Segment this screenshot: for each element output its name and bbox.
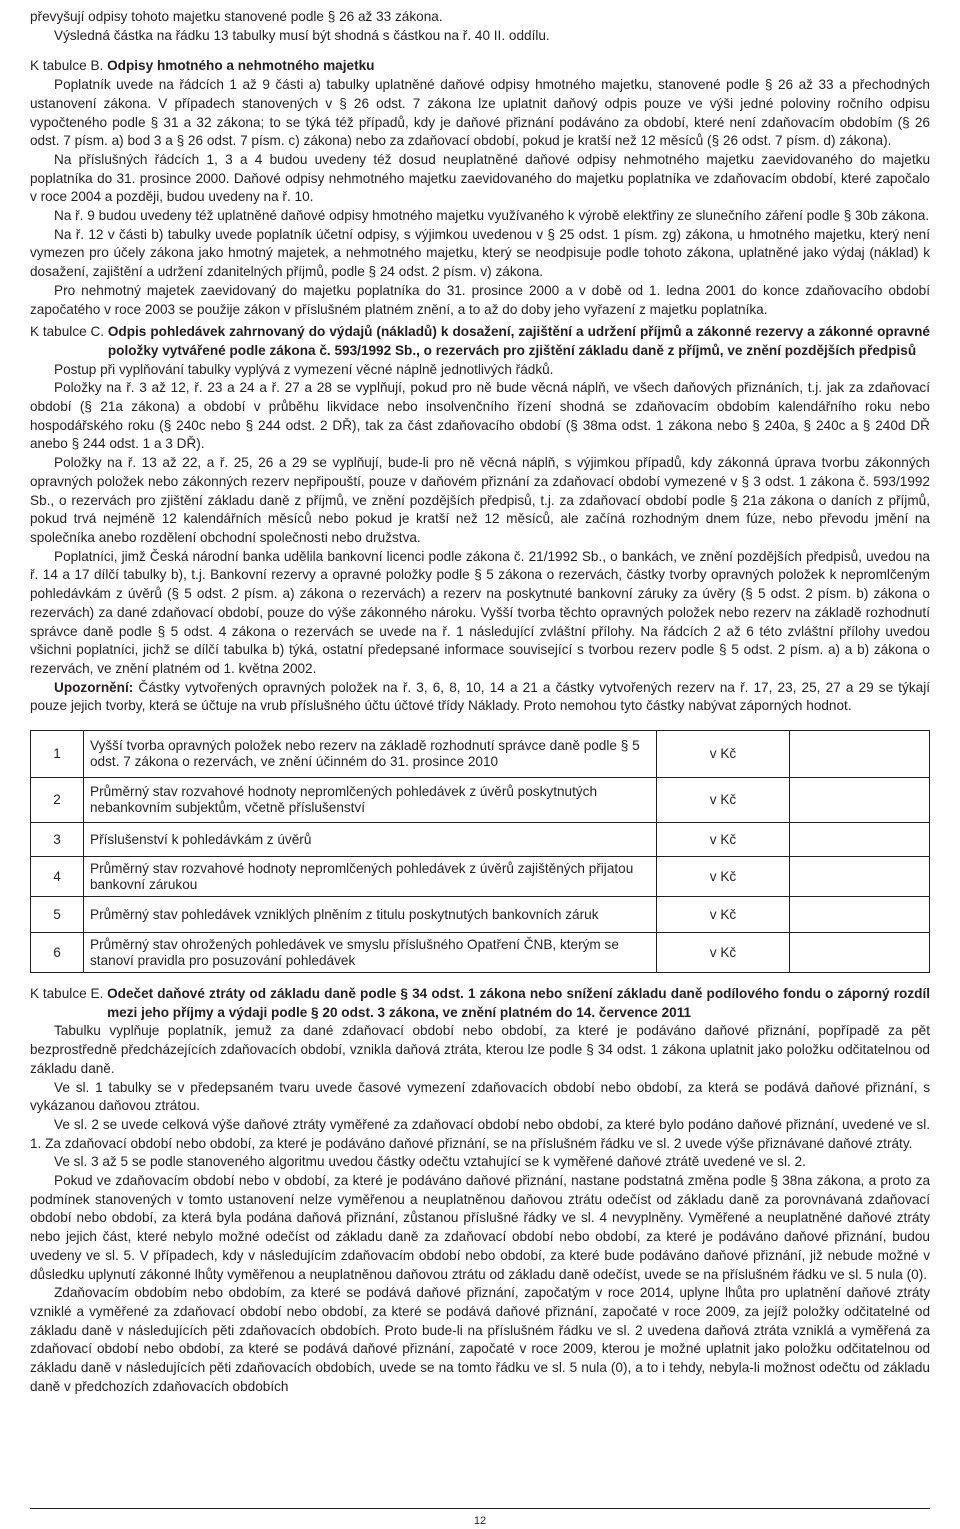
section-e-paragraph: Ve sl. 3 až 5 se podle stanoveného algoritmu uvedou částky odečtu vztahující se k vyměřené daňové ztrátě uvedené ve sl. 2. bbox=[54, 1154, 806, 1170]
row-number: 6 bbox=[31, 933, 84, 973]
section-e-paragraph: Zdaňovacím obdobím nebo obdobím, za které se podává daňové přiznání, započatým v roce 2014, uplyne lhůta pro uplatnění daňové ztráty vzniklé a vyměřené za zdaňovací období nebo období, za které se podává daňové přiznání, započaté v roce 2009, za jejíž položky odčitatelné od základu daně v následujících pěti zdaňovacích obdobích. Proto bude-li na příslušném řádku ve sl. 2 uvedena daňová ztráta vzniklá a vyměřená za zdaňovací období nebo období, za které se podává daňové přiznání, započaté v roce 2009, kterou je možné uplatnit jako položku odčitatelnou od základu daně v následujících pěti zdaňovacích obdobích, uvede se na tomto řádku ve sl. 5 nula (0), a to i tehdy, nebyla-li možnost odečtu od základu daně v předchozích zdaňovacích obdobích bbox=[30, 1285, 930, 1394]
row-description: Příslušenství k pohledávkám z úvěrů bbox=[84, 823, 657, 857]
section-e-heading bbox=[30, 985, 930, 1022]
row-unit: v Kč bbox=[657, 897, 790, 933]
row-description: Vyšší tvorba opravných položek nebo rezerv na základě rozhodnutí správce daně podle § 5 odst. 7 zákona o rezervách, ve znění účinném do 31. prosince 2010 bbox=[84, 731, 657, 778]
section-e-paragraph: Ve sl. 2 se uvede celková výše daňové ztráty vyměřené za zdaňovací období nebo období, za které bylo podáno daňové přiznání, uvedené ve sl. 1. Za zdaňovací období nebo období, za které je podáváno daňové přiznání, se na příslušném řádku ve sl. 2 uvede výše přiznávané daňové ztráty. bbox=[30, 1116, 930, 1151]
row-number: 3 bbox=[31, 823, 84, 857]
section-e-paragraph: Tabulku vyplňuje poplatník, jemuž za dané zdaňovací období nebo období, za které je podáváno daňové přiznání, popřípadě za pět bezprostředně předcházejících zdaňovacích období, vznikla daňová ztráta, kterou lze podle § 34 odst. 1 zákona uplatnit jako položku odčitatelnou od základu daně. bbox=[30, 1023, 930, 1076]
notice-label: Upozornění: bbox=[54, 679, 134, 695]
special-attachment-table bbox=[30, 730, 930, 973]
footer-rule bbox=[30, 1508, 930, 1509]
section-b-paragraph: Na ř. 12 v části b) tabulky uvede poplatník účetní odpisy, s výjimkou uvedenou v § 25 odst. 1 písm. zg) zákona, u hmotného majetku, který není vymezen pro účely zákona jako hmotný majetek, a nehmotného majetku, který se neodpisuje podle tohoto zákona, uplatněné jako výdaj (náklad) k dosažení, zajištění a udržení zdanitelných příjmů, podle § 24 odst. 2 písm. v) zákona. bbox=[30, 226, 930, 280]
section-c-paragraph: Položky na ř. 3 až 12, ř. 23 a 24 a ř. 27 a 28 se vyplňují, pokud pro ně bude věcná náplň, ve všech daňových přiznáních, t.j. jak za zdaňovací období (§ 21a zákona) a období v průběhu likvidace nebo insolvenčního řízení shodná se zdaňovacím obdobím kalendářního roku nebo hospodářského roku (§ 240c nebo § 244 odst. 2 DŘ), tak za část zdaňovacího období (§ 38ma odst. 1 zákona nebo § 240a, § 240c a § 240d DŘ anebo § 244 odst. 1 a 3 DŘ). bbox=[30, 380, 930, 452]
table-row bbox=[31, 731, 930, 778]
section-e-paragraph: Pokud ve zdaňovacím období nebo v období, za které je podáváno daňové přiznání, nastane podstatná změna podle § 38na zákona, a proto za podmínek stanovených v tomto ustanovení nelze vyměřenou a neuplatněnou daňovou ztrátu odečíst od základu daně za porovnávaná zdaňovací období nebo období, za která byla podána daňová přiznání, zůstanou příslušné řádky ve sl. 4 nevyplněny. Vyměřené a neuplatněné daňové ztráty nebo jejich část, které nebylo možné odečíst od základu daně za zdaňovací období nebo období, za které je podáváno daňové přiznání, budou uvedeny ve sl. 5. V případech, kdy v následujícím zdaňovacím období nebo období, za které bude podáváno daňové přiznání, již nebude možné v důsledku uplynutí zákonné lhůty vyměřenou a neuplatněnou daňovou ztrátu od základu daně odečíst, uvede se na příslušném řádku ve sl. 5 nula (0). bbox=[30, 1173, 930, 1282]
section-c-label: K tabulce C. bbox=[30, 324, 105, 340]
row-number: 5 bbox=[31, 897, 84, 933]
row-number: 2 bbox=[31, 778, 84, 823]
table-row bbox=[31, 897, 930, 933]
section-b-heading bbox=[30, 57, 930, 76]
section-c-paragraph: Položky na ř. 13 až 22, a ř. 25, 26 a 29 se vyplňují, bude-li pro ně věcná náplň, s výjimkou případů, kdy zákonná úprava tvorbu zákonných opravných položek nebo zákonných rezerv nepřipouští, pouze v daňovém přiznání za zdaňovací období vymezené v § 3 odst. 1 zákona č. 593/1992 Sb., o rezervách pro zjištění základu daně z příjmů, ve znění pozdějších předpisů, t.j. za zdaňovací období podle § 21a zákona o daních z příjmů, pokud trvá nejméně 12 kalendářních měsíců nebo pokud je kratší než 12 měsíců, ale začíná rozhodným dnem fúze, nebo převodu jmění na společníka anebo rozdělení obchodní společnosti nebo družstva. bbox=[30, 455, 930, 545]
row-description: Průměrný stav pohledávek vzniklých plněním z titulu poskytnutých bankovních záruk bbox=[84, 897, 657, 933]
section-b-paragraph: Pro nehmotný majetek zaevidovaný do majetku poplatníka do 31. prosince 2000 a v době od 1. ledna 2001 do konce zdaňovacího období započatého v roce 2003 se použije zákon v příslušném platném znění, a to až do doby jeho vyřazení z majetku poplatníka. bbox=[30, 282, 930, 317]
intro-line-1: převyšují odpisy tohoto majetku stanovené podle § 26 až 33 zákona. bbox=[30, 9, 443, 24]
intro-line-2: Výsledná částka na řádku 13 tabulky musí být shodná s částkou na ř. 40 II. oddílu. bbox=[54, 27, 550, 43]
section-c-notice bbox=[30, 679, 930, 716]
row-unit: v Kč bbox=[657, 857, 790, 897]
notice-text: Částky vytvořených opravných položek na ř. 3, 6, 8, 10, 14 a 21 a částky vytvořených rezerv na ř. 17, 23, 25, 27 a 29 se týkají pouze jejich tvorby, která se účtuje na vrub příslušného účtu účtové třídy Náklady. Proto nemohou tyto částky nabývat záporných hodnot. bbox=[30, 679, 930, 714]
row-unit: v Kč bbox=[657, 823, 790, 857]
row-value-cell[interactable] bbox=[790, 731, 930, 778]
table-row bbox=[31, 933, 930, 973]
section-e-label: K tabulce E. bbox=[30, 986, 104, 1002]
document-page bbox=[30, 8, 930, 1396]
table-row bbox=[31, 823, 930, 857]
section-e-title: Odečet daňové ztráty od základu daně podle § 34 odst. 1 zákona nebo snížení základu daně podílového fondu o záporný rozdíl mezi jeho příjmy a výdaji podle § 20 odst. 3 zákona, ve znění platném do 14. července 2011 bbox=[107, 986, 930, 1020]
row-value-cell[interactable] bbox=[790, 823, 930, 857]
row-value-cell[interactable] bbox=[790, 933, 930, 973]
section-c-paragraph: Poplatníci, jimž Česká národní banka udělila bankovní licenci podle zákona č. 21/1992 Sb., o bankách, ve znění pozdějších předpisů, uvedou na ř. 14 a 17 dílčí tabulky b), t.j. Bankovní rezervy a opravné položky podle § 5 zákona o rezervách, částky tvorby opravných položek k nepromlčeným pohledávkám z úvěrů (§ 5 odst. 2 písm. a) zákona o rezervách) a rezerv na poskytnuté bankovní záruky za úvěry (§ 5 odst. 2 písm. b) zákona o rezervách) za dané zdaňovací období, pouze do výše zákonného nároku. Vyšší tvorba těchto opravných položek nebo rezerv na základě rozhodnutí správce daně podle § 5 odst. 4 zákona o rezervách se uvede na ř. 1 následující zvláštní přílohy. Na řádcích 2 až 6 této zvláštní přílohy uvedou všichni poplatníci, jichž se dílčí tabulka b) týká, ostatní předepsané informace související s tvorbou rezerv podle § 5 odst. 2 písm. a) a b) zákona o rezervách, ve znění platném od 1. května 2002. bbox=[30, 548, 930, 676]
row-description: Průměrný stav rozvahové hodnoty nepromlčených pohledávek z úvěrů poskytnutých nebankovním subjektům, včetně příslušenství bbox=[84, 778, 657, 823]
row-unit: v Kč bbox=[657, 778, 790, 823]
section-c-paragraph: Postup při vyplňování tabulky vyplývá z vymezení věcné náplně jednotlivých řádků. bbox=[54, 361, 554, 377]
row-value-cell[interactable] bbox=[790, 778, 930, 823]
row-number: 4 bbox=[31, 857, 84, 897]
row-value-cell[interactable] bbox=[790, 897, 930, 933]
row-unit: v Kč bbox=[657, 731, 790, 778]
section-b-title: Odpisy hmotného a nehmotného majetku bbox=[107, 58, 375, 74]
section-c-heading bbox=[30, 323, 930, 360]
section-b-paragraph: Na příslušných řádcích 1, 3 a 4 budou uvedeny též dosud neuplatněné daňové odpisy nehmotného majetku zaevidovaného do majetku poplatníka do 31. prosince 2000. Daňové odpisy nehmotného majetku zaevidovaného do majetku poplatníka ve zdaňovacím období, které započalo v roce 2004 a později, budou uvedeny na ř. 10. bbox=[30, 151, 930, 205]
section-c-title: Odpis pohledávek zahrnovaný do výdajů (nákladů) k dosažení, zajištění a udržení příjmů a zákonné rezervy a zákonné opravné položky vytvářené podle zákona č. 593/1992 Sb., o rezervách pro zjištění základu daně z příjmů, ve znění pozdějších předpisů bbox=[107, 324, 930, 358]
row-value-cell[interactable] bbox=[790, 857, 930, 897]
section-b-paragraph: Poplatník uvede na řádcích 1 až 9 části a) tabulky uplatněné daňové odpisy hmotného majetku, stanovené podle § 26 až 33 a přechodných ustanovení zákona. V případech stanovených v § 26 odst. 7 zákona lze uplatnit daňový odpis pouze ve výši jedné poloviny ročního odpisu vypočteného podle § 31 a 32 zákona; to se týká též případů, kdy je daňové přiznání podáváno za období, které není zdaňovacím obdobím (§ 26 odst. 7 písm. a) bod 3 a § 26 odst. 7 písm. c) zákona) nebo za zdaňovací období, pokud je kratší než 12 měsíců (§ 26 odst. 7 písm. d) zákona). bbox=[30, 77, 930, 149]
row-number: 1 bbox=[31, 731, 84, 778]
row-description: Průměrný stav rozvahové hodnoty nepromlčených pohledávek z úvěrů zajištěných přijatou bankovní zárukou bbox=[84, 857, 657, 897]
section-e-paragraph: Ve sl. 1 tabulky se v předepsaném tvaru uvede časové vymezení zdaňovacích období nebo období, za která se podává daňové přiznání, s vykázanou daňovou ztrátou. bbox=[30, 1079, 930, 1114]
row-unit: v Kč bbox=[657, 933, 790, 973]
table-row bbox=[31, 778, 930, 823]
row-description: Průměrný stav ohrožených pohledávek ve smyslu příslušného Opatření ČNB, kterým se stanoví pravidla pro posuzování pohledávek bbox=[84, 933, 657, 973]
section-b-label: K tabulce B. bbox=[30, 58, 104, 74]
table-row bbox=[31, 857, 930, 897]
page-number: 12 bbox=[473, 1515, 487, 1527]
section-b-paragraph: Na ř. 9 budou uvedeny též uplatněné daňové odpisy hmotného majetku využívaného k výrobě elektřiny ze slunečního záření podle § 30b zákona. bbox=[54, 208, 930, 224]
